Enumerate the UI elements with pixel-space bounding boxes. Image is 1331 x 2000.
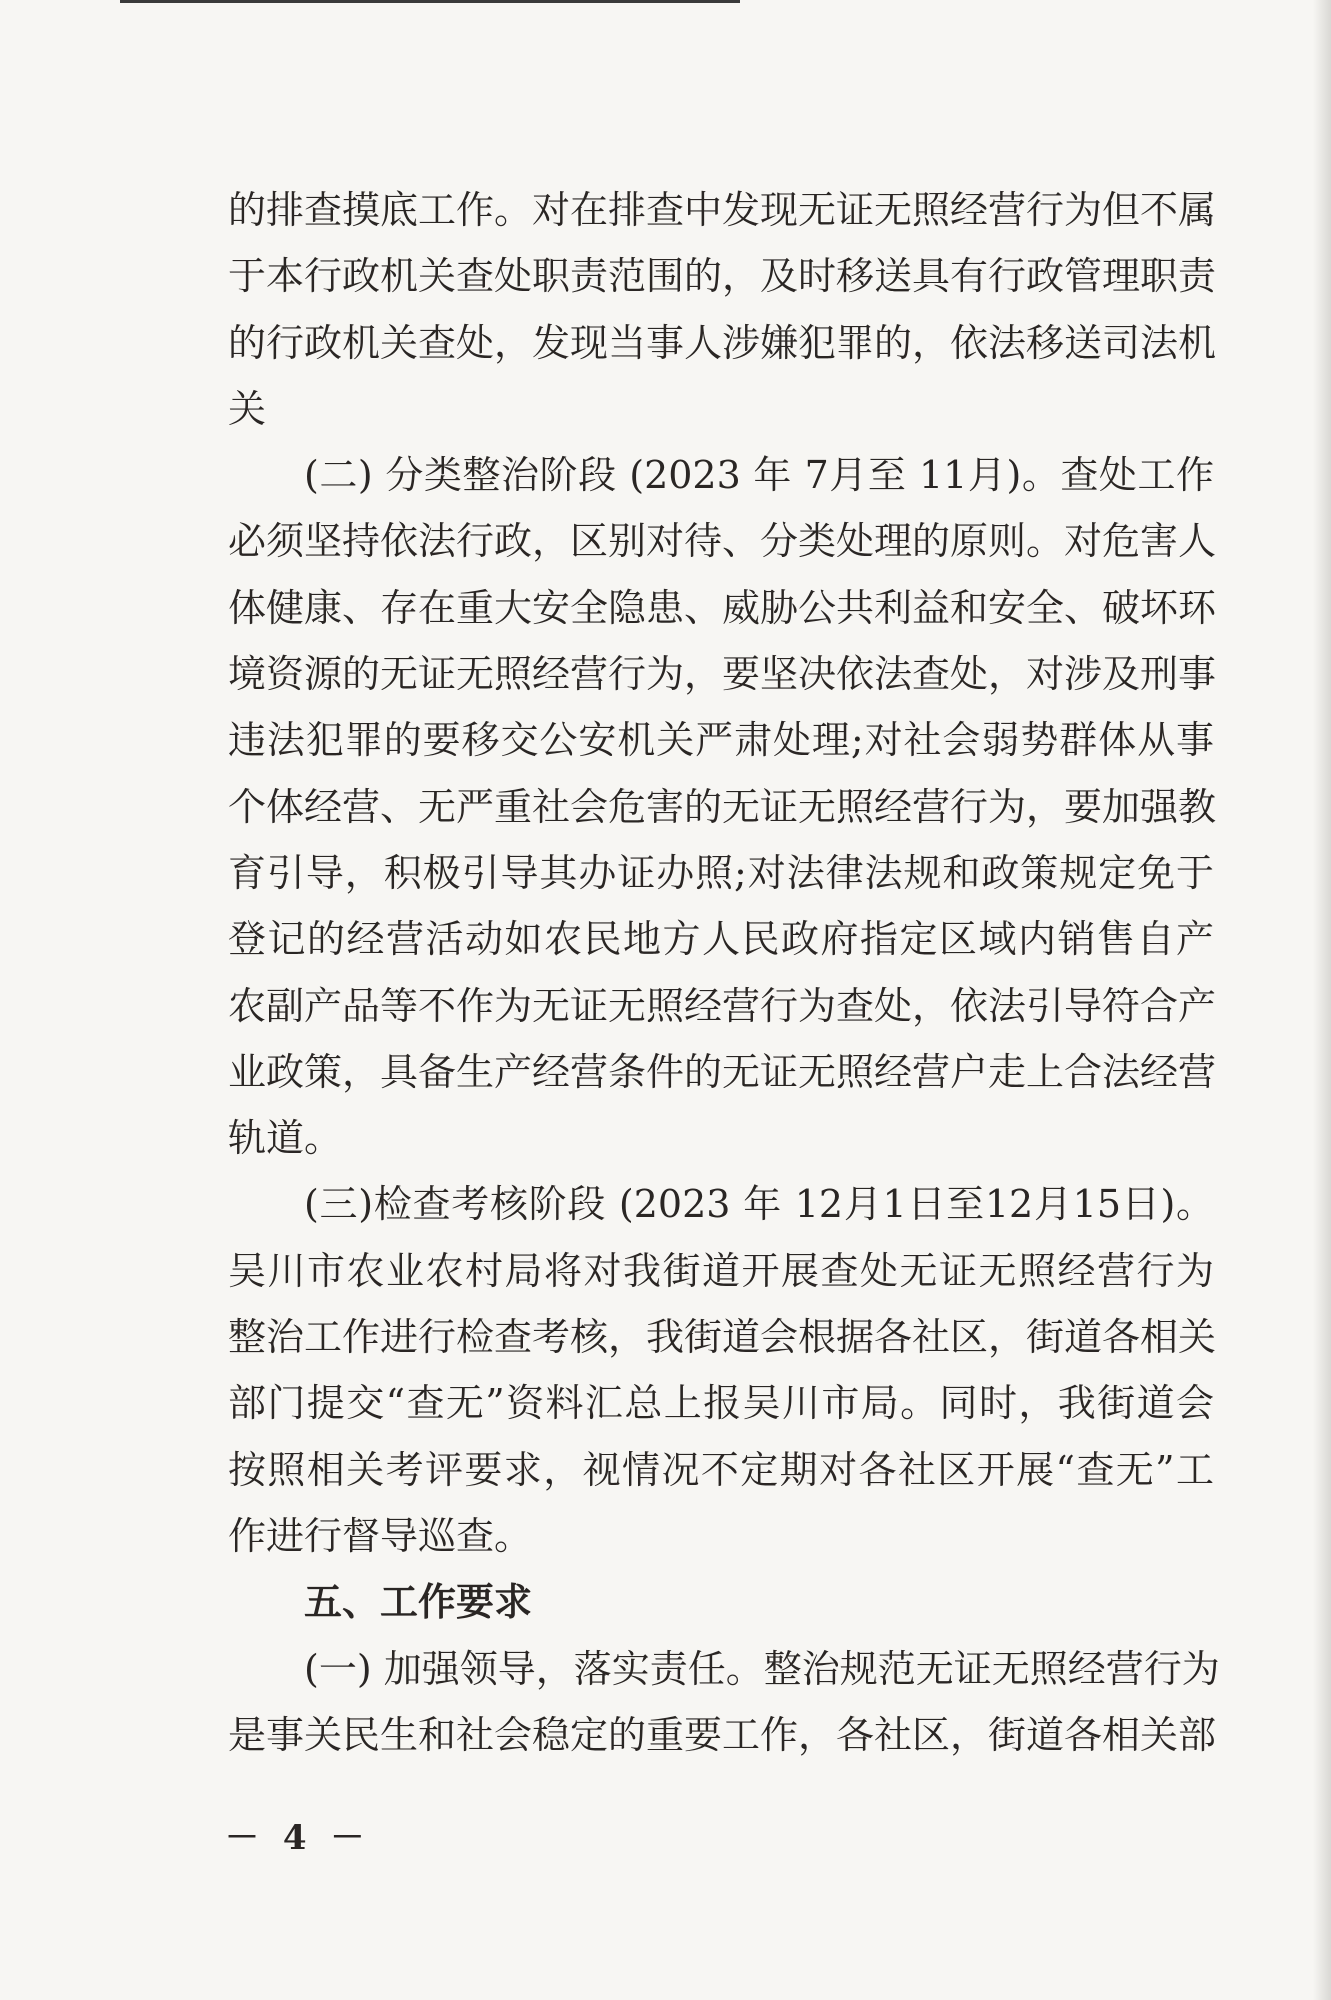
text-line: 是事关民生和社会稳定的重要工作，各社区，街道各相关部 [228,1712,1217,1757]
text-line: 体健康、存在重大安全隐患、威胁公共利益和安全、破坏环 [228,585,1217,630]
scan-shadow [1313,0,1331,2000]
text-line: 整治工作进行检查考核，我街道会根据各社区，街道各相关 [228,1315,1217,1360]
section-heading: 五、工作要求 [304,1579,533,1625]
text-line: 的排查摸底工作。对在排查中发现无证无照经营行为但不属 [228,188,1217,232]
text-line: 农副产品等不作为无证无照经营行为查处，依法引导符合产 [228,983,1217,1028]
document-body [228,177,1220,1768]
scan-edge [120,0,740,3]
text-line: 违法犯罪的要移交公安机关严肃处理;对社会弱势群体从事 [228,718,1214,763]
text-line: 于本行政机关查处职责范围的，及时移送具有行政管理职责 [228,254,1217,299]
text-line: 吴川市农业农村局将对我街道开展查处无证无照经营行为 [228,1248,1214,1293]
text-line: (三)检查考核阶段 (2023 年 12月1日至12月15日)。 [304,1182,1214,1227]
text-line: 的行政机关查处，发现当事人涉嫌犯罪的，依法移送司法机 [228,320,1217,365]
text-line: 轨道。 [228,1116,343,1161]
text-line: 个体经营、无严重社会危害的无证无照经营行为，要加强教 [228,784,1217,829]
text-line: 登记的经营活动如农民地方人民政府指定区域内销售自产 [228,917,1214,962]
page-number: － 4 － [225,1818,371,1858]
text-line: (二) 分类整治阶段 (2023 年 7月至 11月)。查处工作 [304,453,1214,498]
text-line: 按照相关考评要求，视情况不定期对各社区开展“查无”工 [228,1447,1214,1492]
text-line: 境资源的无证无照经营行为，要坚决依法查处，对涉及刑事 [228,652,1217,697]
text-line: 育引导，积极引导其办证办照;对法律法规和政策规定免于 [228,850,1214,895]
text-line: 部门提交“查无”资料汇总上报吴川市局。同时，我街道会 [228,1381,1214,1426]
text-line: 作进行督导巡查。 [228,1513,533,1558]
text-line: 关 [228,386,267,431]
text-line: (一) 加强领导，落实责任。整治规范无证无照经营行为 [304,1646,1220,1691]
text-line: 业政策，具备生产经营条件的无证无照经营户走上合法经营 [228,1049,1217,1094]
text-line: 必须坚持依法行政，区别对待、分类处理的原则。对危害人 [228,519,1217,564]
